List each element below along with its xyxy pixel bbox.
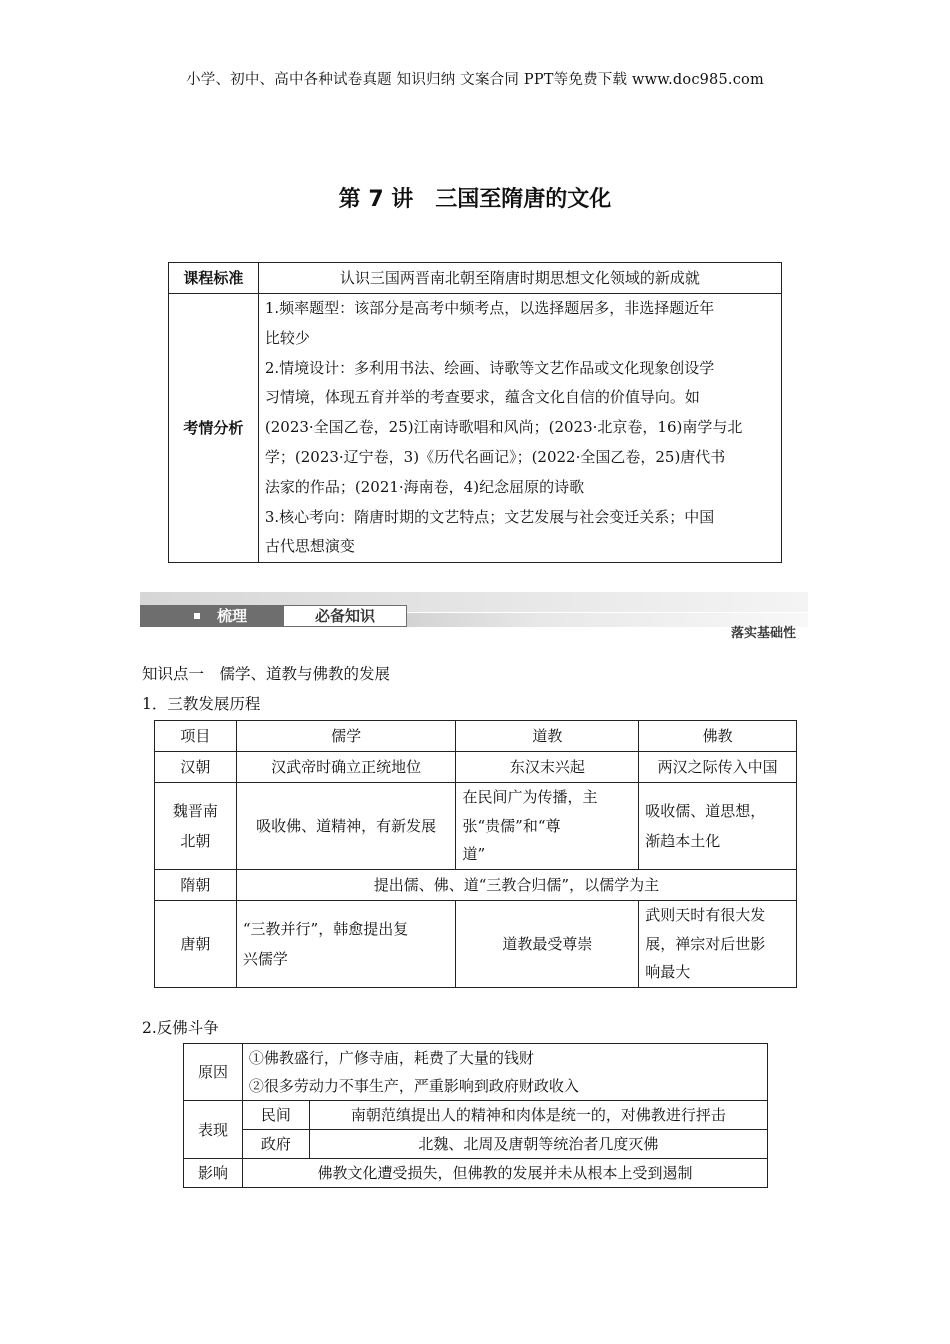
text-line: “三教并行”，韩愈提出复 — [242, 920, 409, 938]
table-cell: 南朝范缜提出人的精神和肉体是统一的，对佛教进行抨击 — [309, 1101, 767, 1130]
exam-analysis-value — [258, 294, 781, 563]
text-line: 武则天时有很大发 — [645, 906, 766, 925]
text-line: 道” — [462, 845, 486, 864]
text-line: 张“贵儒”和“尊 — [462, 816, 561, 835]
table-cell: 两汉之际传入中国 — [639, 752, 797, 783]
course-standard-value: 认识三国两晋南北朝至隋唐时期思想文化领域的新成就 — [258, 263, 781, 294]
column-header: 项目 — [155, 721, 237, 752]
table-cell: 佛教文化遭受损失，但佛教的发展并未从根本上受到遏制 — [242, 1159, 767, 1188]
page-header: 小学、初中、高中各种试卷真题 知识归纳 文案合同 PPT等免费下载 www.doc985.com — [186, 72, 764, 88]
text-line: 习情境，体现五育并举的考查要求，蕴含文化自信的价值导向。如 — [264, 388, 700, 407]
text-line: 魏晋南 — [172, 802, 218, 820]
section1-heading: 1．三教发展历程 — [142, 695, 261, 713]
table-row — [169, 263, 782, 294]
table-row — [155, 783, 797, 870]
text-line: 1.频率题型：该部分是高考中频考点，以选择题居多，非选择题近年 — [264, 299, 715, 317]
overview-table — [168, 262, 782, 563]
column-header: 道教 — [456, 721, 639, 752]
table-cell — [242, 1044, 767, 1101]
row-label: 表现 — [184, 1101, 243, 1159]
table-cell: 东汉末兴起 — [456, 752, 639, 783]
text-line: (2023·全国乙卷，25)江南诗歌唱和风尚；(2023·北京卷，16)南学与北 — [264, 418, 743, 437]
text-line: 学；(2023·辽宁卷，3)《历代名画记》；(2022·全国乙卷，25)唐代书 — [264, 447, 726, 466]
banner-light-label: 必备知识 — [283, 605, 407, 627]
row-label: 原因 — [184, 1044, 243, 1101]
text-line: 渐趋本土化 — [645, 832, 721, 850]
table-row — [184, 1130, 768, 1159]
text-line: 在民间广为传播，主 — [462, 788, 598, 807]
table-cell: 汉武帝时确立正统地位 — [236, 752, 456, 783]
section-banner — [140, 592, 808, 640]
table-cell: 北魏、北周及唐朝等统治者几度灭佛 — [309, 1130, 767, 1159]
table-row — [169, 294, 782, 563]
column-header: 佛教 — [639, 721, 797, 752]
table-cell: 提出儒、佛、道“三教合归儒”，以儒学为主 — [236, 870, 796, 901]
table-cell — [456, 783, 639, 870]
text-line: 比较少 — [264, 328, 310, 347]
course-standard-label: 课程标准 — [169, 263, 259, 294]
table-header-row — [155, 721, 797, 752]
square-bullet-icon — [194, 613, 200, 619]
anti-buddhism-table — [183, 1043, 768, 1188]
table-row — [184, 1159, 768, 1188]
row-label: 唐朝 — [155, 901, 237, 988]
text-line: 3.核心考向：隋唐时期的文艺特点；文艺发展与社会变迁关系；中国 — [264, 507, 715, 526]
page-title: 第 7 讲 三国至隋唐的文化 — [338, 187, 612, 212]
table-row — [184, 1101, 768, 1130]
text-line: 法家的作品；(2021·海南卷，4)纪念屈原的诗歌 — [264, 477, 585, 496]
text-line: ①佛教盛行，广修寺庙，耗费了大量的钱财 — [248, 1049, 534, 1067]
three-teachings-table — [154, 720, 797, 988]
text-line: ②很多劳动力不事生产，严重影响到政府财政收入 — [248, 1077, 579, 1095]
row-label — [155, 783, 237, 870]
table-row — [184, 1044, 768, 1101]
row-label: 汉朝 — [155, 752, 237, 783]
table-cell: 道教最受尊崇 — [456, 901, 639, 988]
text-line: 展，禅宗对后世影 — [645, 934, 766, 953]
column-header: 儒学 — [236, 721, 456, 752]
text-line: 吸收儒、道思想， — [645, 802, 766, 820]
row-label: 隋朝 — [155, 870, 237, 901]
knowledge-point-heading: 知识点一 儒学、道教与佛教的发展 — [142, 665, 391, 683]
table-cell: 吸收佛、道精神，有新发展 — [236, 783, 456, 870]
sub-label: 政府 — [242, 1130, 309, 1159]
table-row — [155, 752, 797, 783]
table-cell — [639, 901, 797, 988]
text-line: 北朝 — [180, 832, 211, 850]
text-line: 2.情境设计：多利用书法、绘画、诗歌等文艺作品或文化现象创设学 — [264, 358, 715, 377]
section2-heading: 2.反佛斗争 — [142, 1019, 219, 1037]
exam-analysis-label: 考情分析 — [169, 294, 259, 563]
table-row — [155, 870, 797, 901]
table-row — [155, 901, 797, 988]
banner-dark-label: 梳理 — [217, 607, 248, 625]
sub-label: 民间 — [242, 1101, 309, 1130]
text-line: 古代思想演变 — [264, 537, 355, 556]
banner-right-label: 落实基础性 — [730, 626, 796, 641]
table-cell — [236, 901, 456, 988]
banner-dark-tab — [140, 605, 283, 627]
text-line: 响最大 — [645, 963, 691, 982]
table-cell — [639, 783, 797, 870]
text-line: 兴儒学 — [242, 950, 288, 968]
row-label: 影响 — [184, 1159, 243, 1188]
